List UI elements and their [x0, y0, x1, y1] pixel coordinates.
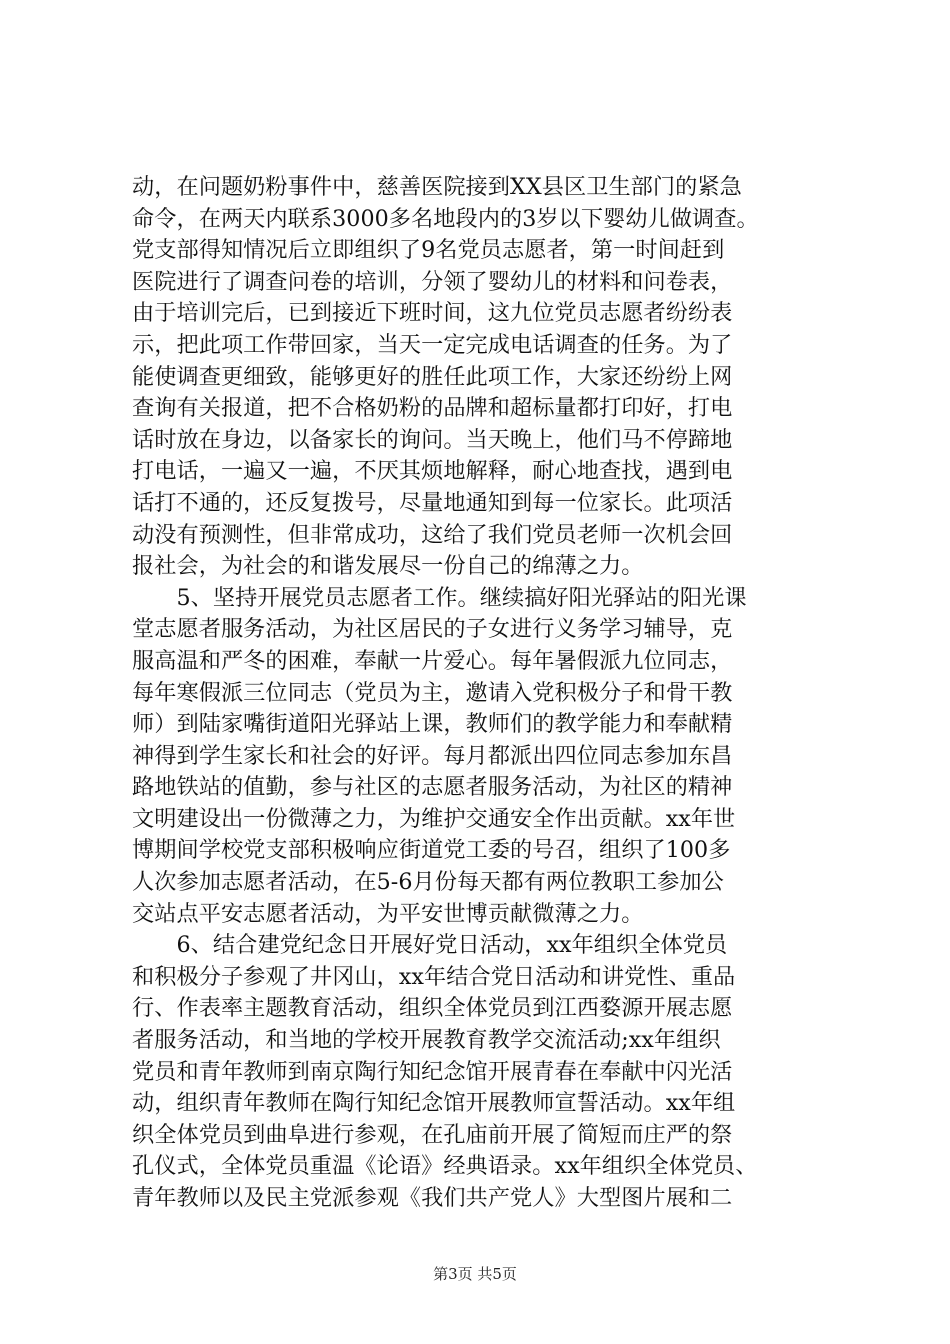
text-line: 话打不通的，还反复拨号，尽量地通知到每一位家长。此项活	[132, 489, 733, 516]
text-line: 党支部得知情况后立即组织了9名党员志愿者，第一时间赶到	[132, 237, 725, 264]
text-line: 动，组织青年教师在陶行知纪念馆开展教师宣誓活动。xx年组	[132, 1090, 736, 1117]
text-line: 人次参加志愿者活动，在5-6月份每天都有两位教职工参加公	[132, 869, 724, 896]
text-line: 动，在问题奶粉事件中，慈善医院接到XX县区卫生部门的紧急	[132, 174, 742, 200]
text-line: 打电话，一遍又一遍，不厌其烦地解释，耐心地查找，遇到电	[132, 458, 733, 485]
text-line: 和积极分子参观了井冈山，xx年结合党日活动和讲党性、重品	[132, 963, 736, 990]
text-line: 文明建设出一份微薄之力，为维护交通安全作出贡献。xx年世	[132, 805, 736, 832]
text-line: 交站点平安志愿者活动，为平安世博贡献微薄之力。	[132, 900, 644, 927]
text-line: 由于培训完后，已到接近下班时间，这九位党员志愿者纷纷表	[132, 300, 733, 327]
text-line: 能使调查更细致，能够更好的胜任此项工作，大家还纷纷上网	[132, 363, 733, 390]
text-line: 命令，在两天内联系3000多名地段内的3岁以下婴幼儿做调查。	[132, 205, 759, 232]
text-line: 青年教师以及民主党派参观《我们共产党人》大型图片展和二	[132, 1185, 733, 1211]
body-text	[132, 172, 832, 1215]
text-line: 服高温和严冬的困难，奉献一片爱心。每年暑假派九位同志，	[132, 647, 733, 674]
text-line: 医院进行了调查问卷的培训，分领了婴幼儿的材料和问卷表，	[132, 268, 733, 295]
text-line: 查询有关报道，把不合格奶粉的品牌和超标量都打印好，打电	[132, 395, 733, 422]
text-line: 路地铁站的值勤，参与社区的志愿者服务活动，为社区的精神	[132, 774, 733, 801]
text-line: 5、坚持开展党员志愿者工作。继续搞好阳光驿站的阳光课	[132, 584, 747, 611]
text-line: 行、作表率主题教育活动，组织全体党员到江西婺源开展志愿	[132, 995, 733, 1022]
text-line: 6、结合建党纪念日开展好党日活动，xx年组织全体党员	[132, 932, 728, 959]
text-line: 孔仪式，全体党员重温《论语》经典语录。xx年组织全体党员、	[132, 1153, 758, 1180]
text-line: 师）到陆家嘴街道阳光驿站上课，教师们的教学能力和奉献精	[132, 711, 733, 738]
page-footer	[0, 1264, 950, 1284]
text-line: 党员和青年教师到南京陶行知纪念馆开展青春在奉献中闪光活	[132, 1058, 733, 1085]
text-line: 示，把此项工作带回家，当天一定完成电话调查的任务。为了	[132, 331, 733, 358]
text-line: 动没有预测性，但非常成功，这给了我们党员老师一次机会回	[132, 521, 733, 548]
text-line: 者服务活动，和当地的学校开展教育教学交流活动;xx年组织	[132, 1027, 721, 1054]
page-number-label: 第3页 共5页	[433, 1265, 517, 1283]
text-line: 报社会，为社会的和谐发展尽一份自己的绵薄之力。	[132, 553, 644, 580]
text-line: 织全体党员到曲阜进行参观，在孔庙前开展了简短而庄严的祭	[132, 1121, 733, 1148]
text-line: 神得到学生家长和社会的好评。每月都派出四位同志参加东昌	[132, 742, 733, 769]
text-line: 每年寒假派三位同志（党员为主，邀请入党积极分子和骨干教	[132, 679, 733, 706]
text-line: 话时放在身边，以备家长的询问。当天晚上，他们马不停蹄地	[132, 426, 733, 453]
text-line: 堂志愿者服务活动，为社区居民的子女进行义务学习辅导，克	[132, 616, 733, 643]
text-line: 博期间学校党支部积极响应街道党工委的号召，组织了100多	[132, 837, 731, 864]
